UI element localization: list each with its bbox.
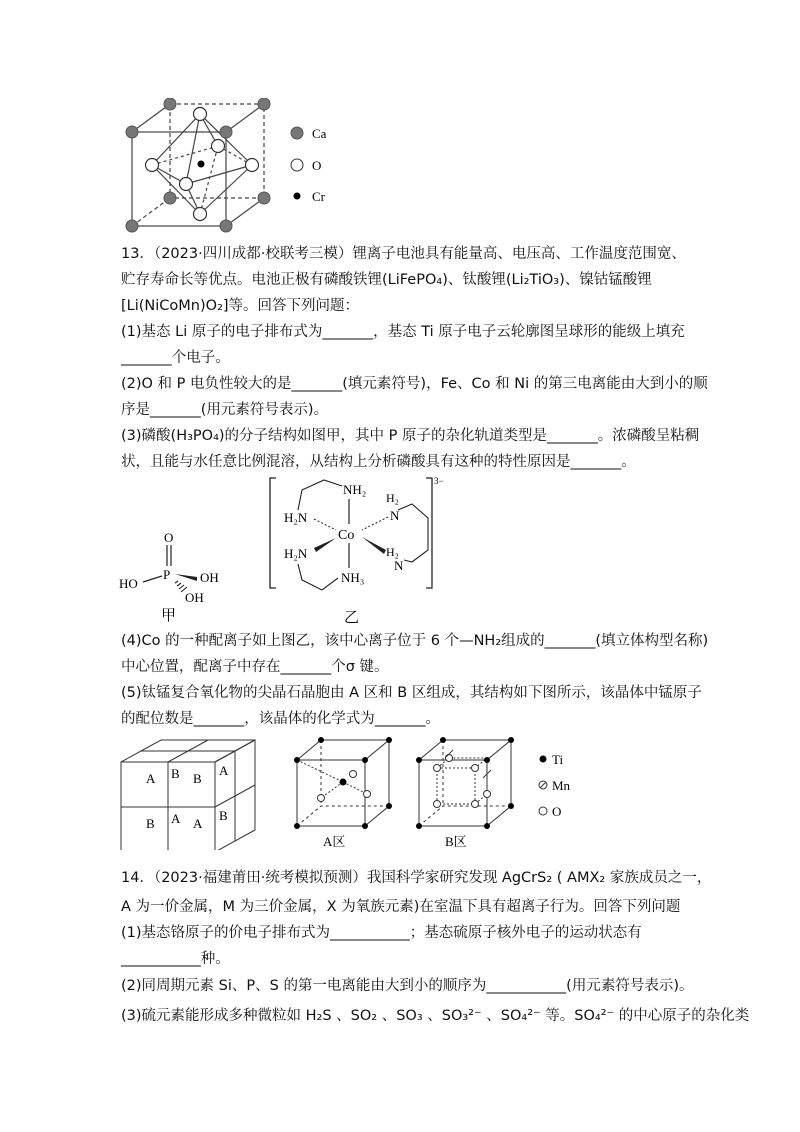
q13-intro-line3: [Li(NiCoMn)O₂]等。回答下列问题： (121, 298, 360, 314)
q13-part4-line2: 中心位置，配离子中存在_______个σ 键。 (121, 659, 389, 675)
ca-legend-icon (291, 127, 303, 139)
ca-legend-label: Ca (312, 126, 327, 141)
yi-nh3-bottom: NH₃ (341, 570, 365, 585)
q13-part2-line1: (2)O 和 P 电负性较大的是_______(填元素符号)，Fe、Co 和 Ni 的第三电离能由大到小的顺 (121, 376, 708, 392)
ca-atom (258, 192, 270, 204)
q13-part1-line2: _______个电子。 (121, 350, 230, 366)
spinel-label-a1: A (146, 771, 156, 786)
jia-oh-right: OH (200, 570, 219, 585)
yi-nh2-top: NH₂ (343, 482, 367, 497)
jia-oh-lower: OH (185, 590, 204, 605)
spinel-label-b4: B (219, 808, 228, 823)
q13-part1-line1: (1)基态 Li 原子的电子排布式为_______，基态 Ti 原子电子云轮廓图呈球形的能级上填充 (121, 324, 685, 340)
phosphoric-acid-structure (115, 528, 235, 628)
ca-atom (220, 126, 232, 138)
q13-part2-line2: 序是_______(用元素符号表示)。 (121, 402, 329, 418)
spinel-caption-a: A区 (323, 834, 346, 849)
o-atom (180, 178, 193, 191)
yi-n-right-bottom: N (394, 558, 404, 573)
ca-atom (220, 220, 232, 232)
yi-caption: 乙 (344, 610, 360, 626)
q13-part5-line1: (5)钛锰复合氧化物的尖晶石晶胞由 A 区和 B 区组成，其结构如下图所示，该晶体中锰原子 (121, 685, 702, 701)
spinel-label-a2: A (219, 763, 229, 778)
spinel-label-a3: A (171, 811, 181, 826)
o-atom (194, 208, 207, 221)
o-legend-label-b: O (552, 804, 562, 819)
jia-o-top: O (164, 530, 174, 545)
yi-charge: 3− (434, 476, 444, 486)
o-atom (212, 140, 225, 153)
yi-co: Co (338, 528, 355, 543)
yi-h2n-lower-left: H₂N (284, 546, 308, 561)
o-atom (146, 159, 159, 172)
spinel-label-a4: A (193, 816, 203, 831)
cobalt-complex-structure (262, 472, 462, 634)
yi-h2-right-bottom: H₂ (386, 545, 399, 559)
yi-n-right-top: N (390, 508, 400, 523)
o-legend-icon (291, 159, 303, 171)
ti-legend-icon (540, 756, 547, 763)
ca-atom (164, 98, 176, 110)
ca-atom (126, 220, 138, 232)
q13-part5-line2: 的配位数是_______，该晶体的化学式为_______。 (121, 711, 440, 727)
spinel-cell-figure (115, 730, 605, 850)
ca-atom (164, 192, 176, 204)
o-atom (194, 108, 207, 121)
ca-atom (126, 126, 138, 138)
cr-legend-label: Cr (312, 189, 325, 204)
q14-intro-line2: A 为一价金属，M 为三价金属，X 为氧族元素)在室温下具有超离子行为。回答下列问题 (121, 899, 681, 915)
o-atom (246, 159, 259, 172)
jia-ho: HO (119, 576, 138, 591)
q13-intro-line1: 13．（2023·四川成都·校联考三模）锂离子电池具有能量高、电压高、工作温度范围宽、 (121, 246, 686, 262)
q14-intro-line1: 14．（2023·福建莆田·统考模拟预测）我国科学家研究发现 AgCrS₂ ( AMX₂ 家族成员之一， (121, 870, 712, 886)
q13-part3-line1: (3)磷酸(H₃PO₄)的分子结构如图甲，其中 P 原子的杂化轨道类型是_______。浓磷酸呈粘稠 (121, 428, 700, 444)
ti-legend-label: Ti (552, 752, 564, 767)
jia-p: P (163, 567, 171, 582)
cr-legend-icon (294, 193, 301, 200)
q13-part4-line1: (4)Co 的一种配离子如上图乙，该中心离子位于 6 个—NH₂组成的_______(填立体构型名称) (121, 633, 709, 649)
yi-h2-right-top: H₂ (386, 491, 399, 505)
q13-part3-line2: 状，且能与水任意比例混溶，从结构上分析磷酸具有这种的特性原因是_______。 (121, 454, 636, 470)
spinel-label-b3: B (146, 816, 155, 831)
spinel-caption-b: B区 (445, 834, 467, 849)
spinel-label-b2: B (193, 771, 202, 786)
q13-intro-line2: 贮存寿命长等优点。电池正极有磷酸铁锂(LiFePO₄)、钛酸锂(Li₂TiO₃)、镍钴锰酸锂 (121, 272, 652, 288)
ca-atom (258, 98, 270, 110)
q14-part3: (3)硫元素能形成多种微粒如 H₂S 、SO₂ 、SO₃ 、SO₃²⁻ 、SO₄²⁻ 等。SO₄²⁻ 的中心原子的杂化类 (121, 1008, 750, 1024)
q14-part1-line1: (1)基态铬原子的价电子排布式为___________；基态硫原子核外电子的运动状态有 (121, 925, 642, 941)
yi-h2n-left: H₂N (284, 510, 308, 525)
q14-part2: (2)同周期元素 Si、P、S 的第一电离能由大到小的顺序为___________(用元素符号表示)。 (121, 978, 694, 994)
mn-legend-label: Mn (552, 778, 571, 793)
q14-part1-line2: ___________种。 (121, 951, 230, 967)
perovskite-cell-figure (120, 98, 340, 238)
spinel-label-b1: B (171, 766, 180, 781)
cr-atom (198, 161, 205, 168)
o-legend-label: O (312, 158, 322, 173)
jia-caption: 甲 (161, 608, 177, 624)
o-legend-icon-b (539, 807, 547, 815)
